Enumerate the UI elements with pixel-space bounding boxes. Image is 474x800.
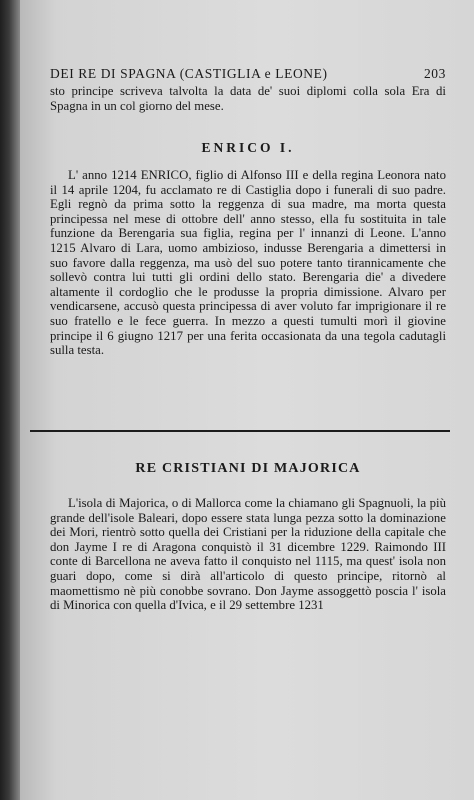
running-head [50, 66, 446, 82]
section-paragraph-enrico: L' anno 1214 ENRICO, figlio di Alfonso III e della regina Leonora nato il 14 aprile 1204, fu acclamato re di Castiglia dopo i funerali di suo padre. Egli regnò da prima sotto la reggenza di sua madre, ma morta questa principessa nel mese di ottobre dell' anno stesso, ella fu sostituita in tale funzione da Berengaria sua figlia, regina per l' innanzi di Leone. L'anno 1215 Alvaro di Lara, uomo ambizioso, indusse Berengaria a dimettersi in suo favore dalla reggenza, ma usò del suo potere tanto tirannicamente che sollevò contra lui tutti gli ordini dello stato. Berengaria die' a divedere altamente il cordoglio che le produsse la propria dimissione. Alvaro per vendicarsene, accusò questa principessa di aver voluto far imprigionare il re suo fratello e le fece guerra. In mezzo a questi tumulti morì il giovine principe il 6 giugno 1217 per una ferita occasionata da una tegola cadutagli sulla testa. [50, 168, 446, 358]
section-heading-enrico: ENRICO I. [201, 140, 295, 155]
book-binding-shadow [0, 0, 20, 800]
running-head-title: DEI RE DI SPAGNA (CASTIGLIA e LEONE) [50, 66, 328, 81]
page-sheet [20, 0, 474, 800]
section-heading-majorica: RE CRISTIANI DI MAJORICA [135, 461, 361, 476]
intro-paragraph: sto principe scriveva talvolta la data de' suoi diplomi colla sola Era di Spagna in un col giorno del mese. [50, 84, 446, 113]
section-paragraph-majorica: L'isola di Majorica, o di Mallorca come la chiamano gli Spagnuoli, la più grande dell'isole Baleari, dopo essere stata lunga pezza sotto la dominazione dei Mori, rientrò sotto quella dei Cristiani per la riduzione della capitale che don Jayme I re di Aragona conquistò il 31 dicembre 1229. Raimondo III conte di Barcellona ne aveva fatto il conquisto nel 1115, ma quest' isola non guari dopo, come si dirà all'articolo di questo principe, ritornò al maomettismo nè più conobbe sovrano. Don Jayme assoggettò poscia l' isola di Minorica con quella d'Ivica, e il 29 settembre 1231 [50, 496, 446, 613]
section-divider-rule [30, 430, 450, 432]
page-number: 203 [423, 66, 446, 81]
